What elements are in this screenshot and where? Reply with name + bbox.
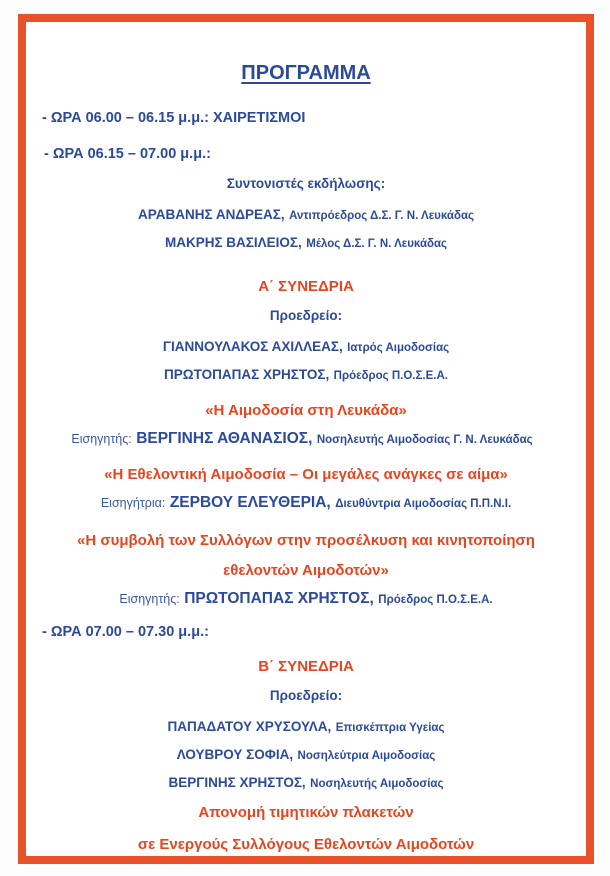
speaker-name: ΒΕΡΓΙΝΗΣ ΑΘΑΝΑΣΙΟΣ, — [136, 430, 313, 447]
coordinator-role: Αντιπρόεδρος Δ.Σ. Γ. Ν. Λευκάδας — [289, 210, 474, 222]
talk-1-speaker — [22, 430, 582, 448]
slot-1-time: - ΩΡΑ 06.00 – 06.15 μ.μ.: ΧΑΙΡΕΤΙΣΜΟΙ — [42, 110, 306, 126]
presidium-role: Ιατρός Αιμοδοσίας — [347, 342, 450, 354]
slot-2-time: - ΩΡΑ 06.15 – 07.00 μ.μ.: — [44, 146, 211, 162]
presidium-role: Νοσηλευτής Αιμοδοσίας — [310, 778, 444, 790]
presidium-name: ΓΙΑΝΝΟΥΛΑΚΟΣ ΑΧΙΛΛΕΑΣ, — [162, 339, 343, 354]
talk-2-speaker — [26, 494, 586, 512]
presidium-role: Πρόεδρος Π.Ο.Σ.Ε.Α. — [333, 370, 448, 382]
session-b-title: Β΄ ΣΥΝΕΔΡΙΑ — [258, 658, 354, 675]
footer-line-1: Απονομή τιμητικών πλακετών — [198, 804, 414, 821]
coordinator-row — [26, 234, 586, 252]
presidium-row — [26, 338, 586, 356]
presidium-row — [26, 746, 586, 764]
presidium-name: ΠΡΩΤΟΠΑΠΑΣ ΧΡΗΣΤΟΣ, — [164, 367, 330, 382]
speaker-label: Εισηγητής: — [119, 592, 180, 606]
coordinator-name: ΜΑΚΡΗΣ ΒΑΣΙΛΕΙΟΣ, — [164, 235, 302, 250]
program-title: ΠΡΟΓΡΑΜΜΑ — [241, 62, 371, 84]
speaker-label: Εισηγητής: — [71, 432, 132, 446]
talk-2-title: «Η Εθελοντική Αιμοδοσία – Οι μεγάλες ανάγκες σε αίμα» — [104, 466, 508, 483]
speaker-name: ΖΕΡΒΟΥ ΕΛΕΥΘΕΡΙΑ, — [169, 494, 331, 511]
presidium-name: ΛΟΥΒΡΟΥ ΣΟΦΙΑ, — [176, 747, 294, 762]
talk-1-title: «Η Αιμοδοσία στη Λευκάδα» — [205, 402, 407, 419]
presidium-role: Νοσηλεύτρια Αιμοδοσίας — [297, 750, 436, 762]
coordinator-name: ΑΡΑΒΑΝΗΣ ΑΝΔΡΕΑΣ, — [138, 207, 285, 222]
speaker-role: Πρόεδρος Π.Ο.Σ.Ε.Α. — [378, 594, 493, 606]
slot-3-time: - ΩΡΑ 07.00 – 07.30 μ.μ.: — [42, 624, 209, 640]
coordinators-label: Συντονιστές εκδήλωσης: — [226, 176, 386, 191]
presidium-role: Επισκέπτρια Υγείας — [335, 722, 445, 734]
presidium-row — [26, 774, 586, 792]
program-frame — [18, 14, 594, 864]
talk-3-title-line-1: «Η συμβολή των Συλλόγων στην προσέλκυση και κινητοποίηση — [77, 532, 535, 549]
coordinator-role: Μέλος Δ.Σ. Γ. Ν. Λευκάδας — [306, 238, 448, 250]
coordinator-row — [26, 206, 586, 224]
session-a-title: Α΄ ΣΥΝΕΔΡΙΑ — [258, 278, 354, 295]
talk-3-title-line-2: εθελοντών Αιμοδοτών» — [223, 562, 389, 579]
presidium-row — [26, 366, 586, 384]
talk-3-speaker — [26, 590, 586, 608]
footer-line-2: σε Ενεργούς Συλλόγους Εθελοντών Αιμοδοτών — [137, 836, 475, 853]
session-a-presidium-label: Προεδρείο: — [269, 308, 343, 323]
presidium-row — [26, 718, 586, 736]
speaker-role: Νοσηλευτής Αιμοδοσίας Γ. Ν. Λευκάδας — [316, 434, 533, 446]
speaker-label: Εισηγήτρια: — [100, 496, 166, 510]
session-b-presidium-label: Προεδρείο: — [269, 688, 343, 703]
speaker-name: ΠΡΩΤΟΠΑΠΑΣ ΧΡΗΣΤΟΣ, — [184, 590, 374, 607]
speaker-role: Διευθύντρια Αιμοδοσίας Π.Π.Ν.Ι. — [335, 498, 512, 510]
presidium-name: ΒΕΡΓΙΝΗΣ ΧΡΗΣΤΟΣ, — [168, 775, 306, 790]
presidium-name: ΠΑΠΑΔΑΤΟΥ ΧΡΥΣΟΥΛΑ, — [167, 719, 332, 734]
